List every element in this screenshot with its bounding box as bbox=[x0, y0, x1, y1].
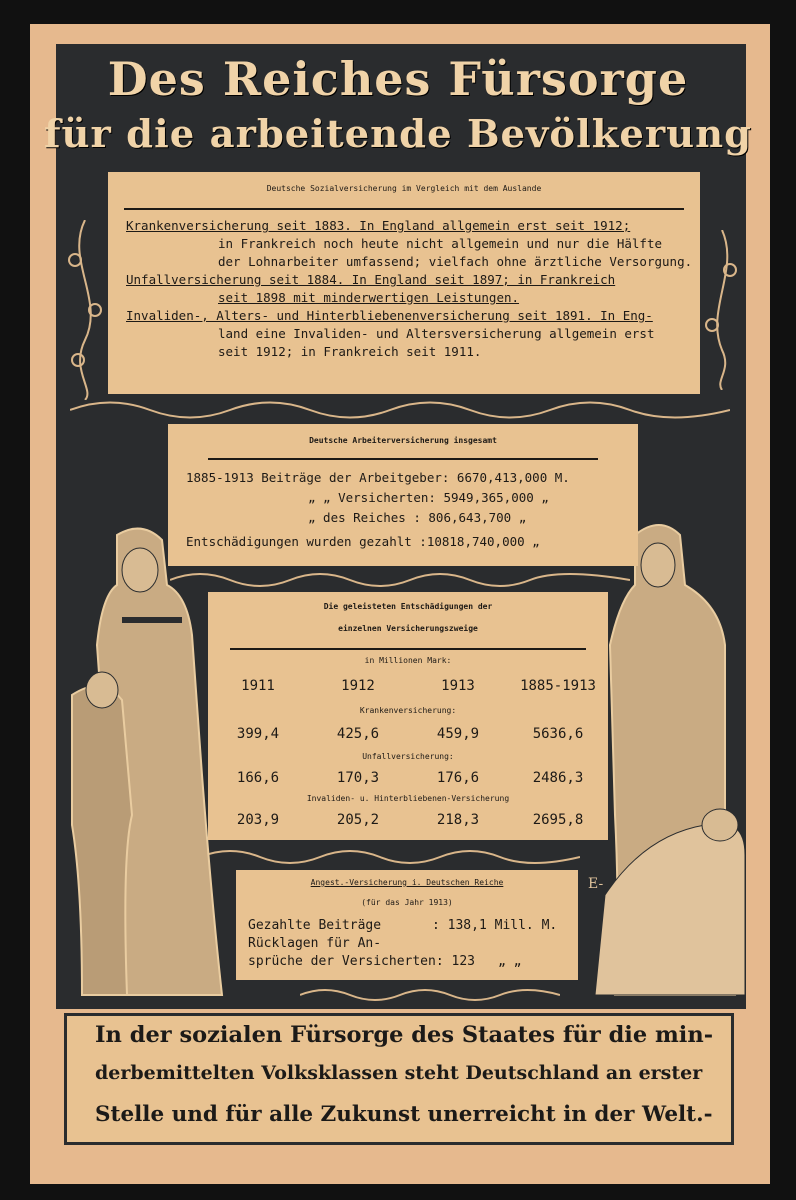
value-cell: 166,6 bbox=[236, 770, 280, 786]
comparison-line: seit 1912; in Frankreich seit 1911. bbox=[218, 344, 482, 359]
branch-values-row bbox=[208, 812, 608, 828]
totals-line: 1885-1913 Beiträge der Arbeitgeber: 6670,413,000 M. bbox=[186, 470, 570, 485]
comparison-line: in Frankreich noch heute nicht allgemein und nur die Hälfte bbox=[218, 236, 663, 251]
totals-line: „ des Reiches : 806,643,700 „ bbox=[308, 510, 527, 525]
vine-ornament-bottom bbox=[300, 985, 560, 1005]
value-cell: 2486,3 bbox=[532, 770, 584, 786]
branches-heading-1: Die geleisteten Entschädigungen der bbox=[323, 602, 493, 611]
totals-panel bbox=[168, 424, 638, 566]
value-cell: 5636,6 bbox=[532, 726, 584, 742]
comparison-line: seit 1898 mit minderwertigen Leistungen. bbox=[218, 290, 520, 305]
totals-line: Entschädigungen wurden gezahlt :10818,740,000 „ bbox=[186, 534, 540, 549]
comparison-line: der Lohnarbeiter umfassend; vielfach ohne ärztliche Versorgung. bbox=[218, 254, 693, 269]
value-cell: 2695,8 bbox=[532, 812, 584, 828]
statement-line-1: In der sozialen Fürsorge des Staates für die min- bbox=[95, 1022, 714, 1048]
value-cell: 203,9 bbox=[236, 812, 280, 828]
branch-label: Unfallversicherung: bbox=[362, 752, 454, 761]
value-cell: 399,4 bbox=[236, 726, 280, 742]
totals-line: „ „ Versicherten: 5949,365,000 „ bbox=[308, 490, 549, 505]
angest-row2-label-a: Rücklagen für An- bbox=[248, 936, 382, 951]
branches-panel bbox=[208, 592, 608, 840]
title-line-1: Des Reiches Fürsorge bbox=[107, 52, 689, 106]
vine-ornament-lower bbox=[200, 845, 580, 869]
angest-row1-value: : 138,1 Mill. M. bbox=[432, 918, 558, 933]
floral-ornament-left bbox=[60, 220, 110, 400]
bottom-statement bbox=[64, 1013, 734, 1145]
value-cell: 205,2 bbox=[336, 812, 380, 828]
angest-row2-label-b: sprüche der Versicherten: 123 bbox=[248, 954, 475, 969]
angest-row2-value: „ „ bbox=[498, 954, 522, 969]
comparison-panel bbox=[108, 172, 700, 394]
angest-row1-label: Gezahlte Beiträge bbox=[248, 918, 382, 933]
value-cell: 459,9 bbox=[436, 726, 480, 742]
statement-line-2: derbemittelten Volksklassen steht Deutschland an erster bbox=[95, 1062, 703, 1084]
value-cell: 176,6 bbox=[436, 770, 480, 786]
comparison-line: land eine Invaliden- und Altersversicherung allgemein erst bbox=[218, 326, 655, 341]
vine-ornament-band bbox=[70, 395, 730, 425]
comparison-line: Unfallversicherung seit 1884. In England seit 1897; in Frankreich bbox=[126, 272, 616, 287]
totals-heading: Deutsche Arbeiterversicherung insgesamt bbox=[309, 436, 497, 445]
artist-signature: E- bbox=[588, 876, 604, 892]
year-cell: 1912 bbox=[341, 678, 375, 694]
value-cell: 170,3 bbox=[336, 770, 380, 786]
statement-line-3: Stelle und für alle Zukunst unerreicht in der Welt.- bbox=[95, 1102, 713, 1127]
year-cell: 1913 bbox=[441, 678, 475, 694]
value-cell: 425,6 bbox=[336, 726, 380, 742]
year-cell: 1911 bbox=[241, 678, 275, 694]
comparison-line: Krankenversicherung seit 1883. In England allgemein erst seit 1912; bbox=[126, 218, 631, 233]
title-line-2: für die arbeitende Bevölkerung bbox=[43, 112, 753, 157]
angest-subheading: (für das Jahr 1913) bbox=[361, 898, 453, 907]
comparison-heading: Deutsche Sozialversicherung im Vergleich mit dem Auslande bbox=[266, 184, 542, 193]
branch-values-row bbox=[208, 726, 608, 742]
branch-values-row bbox=[208, 770, 608, 786]
angest-panel bbox=[236, 870, 578, 980]
branches-year-row bbox=[208, 678, 608, 694]
floral-ornament-right bbox=[700, 230, 744, 390]
branches-unit: in Millionen Mark: bbox=[364, 656, 452, 665]
branch-label: Invaliden- u. Hinterbliebenen-Versicherung bbox=[306, 794, 510, 803]
branch-label: Krankenversicherung: bbox=[359, 706, 457, 715]
value-cell: 218,3 bbox=[436, 812, 480, 828]
illustration-woman-and-worker bbox=[585, 515, 750, 1005]
branches-heading-2: einzelnen Versicherungszweige bbox=[338, 624, 478, 633]
year-cell: 1885-1913 bbox=[520, 678, 596, 694]
angest-heading: Angest.-Versicherung i. Deutschen Reiche bbox=[310, 878, 504, 887]
comparison-line: Invaliden-, Alters- und Hinterbliebenenversicherung seit 1891. In Eng- bbox=[126, 308, 653, 323]
